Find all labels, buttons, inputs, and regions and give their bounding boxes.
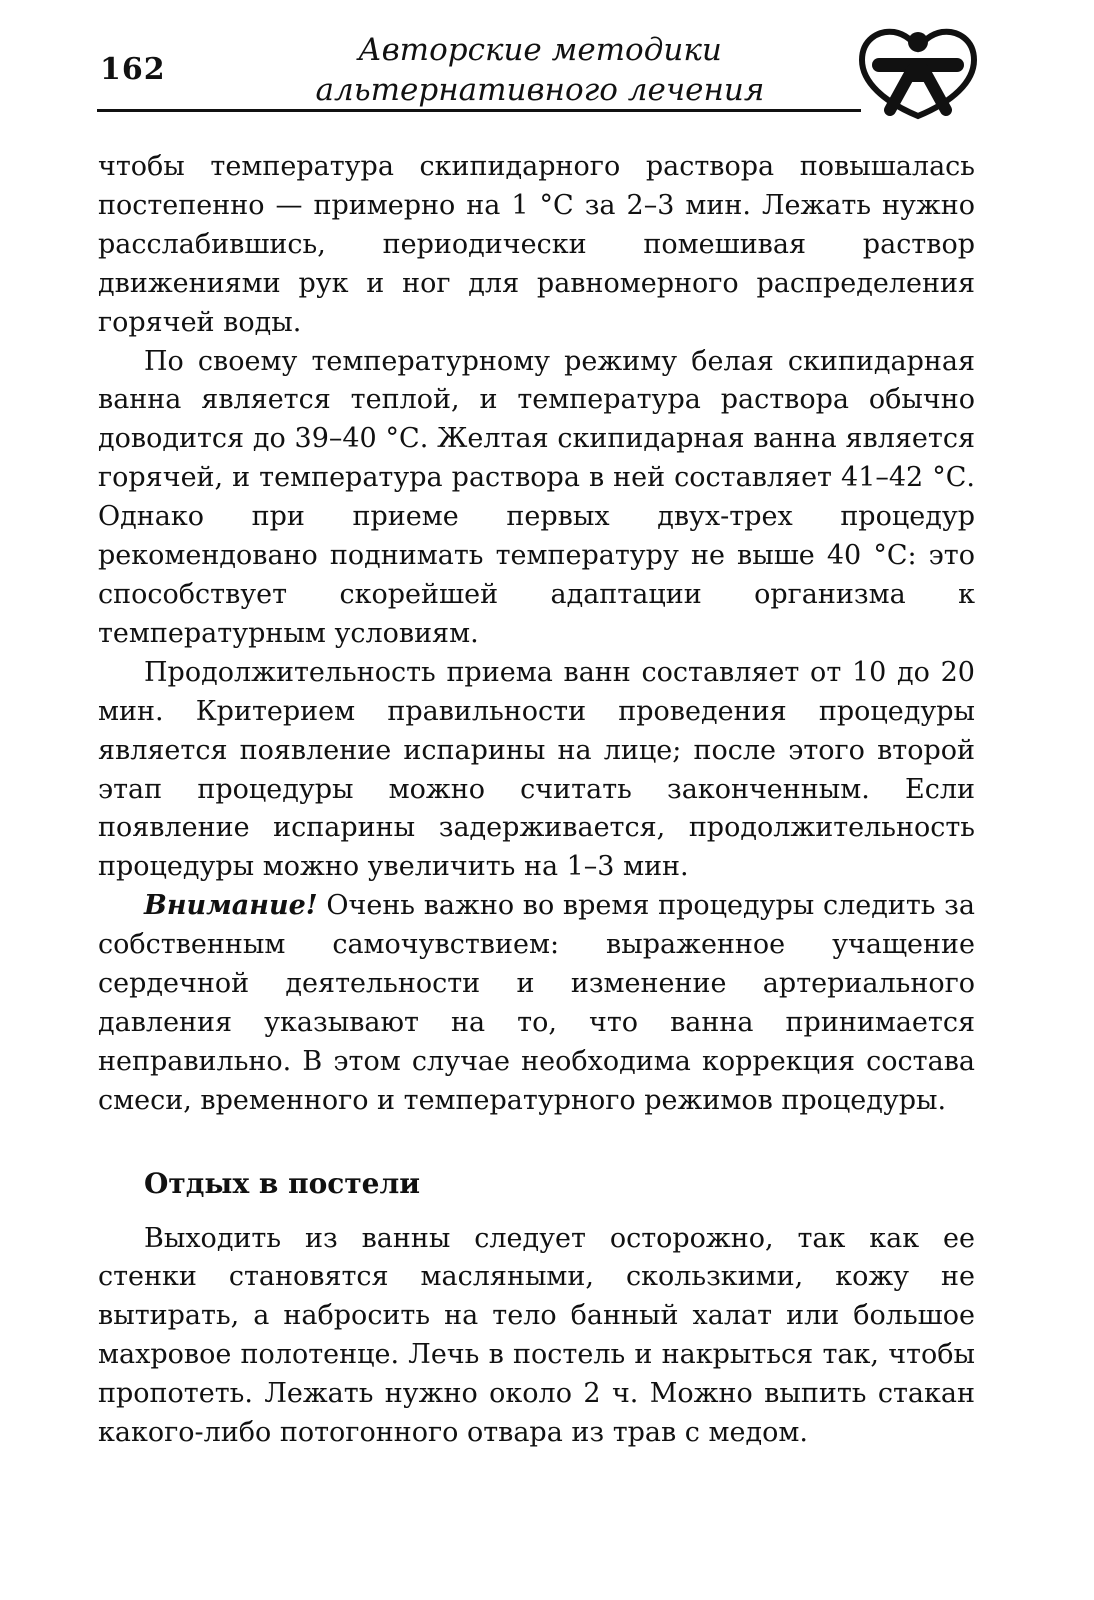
body-text — [98, 148, 975, 1453]
warning-lead: Внимание! — [144, 890, 318, 922]
section-heading: Отдых в постели — [144, 1166, 421, 1200]
running-title-line-1: Авторские методики — [358, 32, 722, 68]
running-title-line-2: альтернативного лечения — [315, 72, 765, 108]
paragraph-2: По своему температурному режиму белая скипидарная ванна является теплой, и температура раствора обычно доводится до 39–40 °С. Желтая скипидарная ванна является горячей, и температура раствора в ней составляет 41–42 °С. Однако при приеме первых двух-трех процедур рекомендовано поднимать температуру не выше 40 °С: это способствует скорейшей адаптации организма к температурным условиям. — [98, 345, 975, 649]
paragraph-4 — [98, 887, 975, 1120]
paragraph-5: Выходить из ванны следует осторожно, так как ее стенки становятся масляными, скользкими, кожу не вытирать, а набросить на тело банный халат или большое махровое полотенце. Лечь в постель и накрыться так, чтобы пропотеть. Лежать нужно около 2 ч. Можно выпить стакан какого-либо потогонного отвара из трав с медом. — [98, 1222, 975, 1449]
running-title — [300, 30, 780, 110]
paragraph-4-text: Очень важно во время процедуры следить за собственным самочувствием: выраженное учащение сердечной деятельности и изменение артериального давления указывают на то, что ванна принимается неправильно. В этом случае необходима коррекция состава смеси, временного и температурного режимов процедуры. — [98, 890, 975, 1116]
header-rule — [97, 109, 861, 112]
page-number: 162 — [100, 52, 166, 87]
paragraph-3: Продолжительность приема ванн составляет от 10 до 20 мин. Критерием правильности проведения процедуры является появление испарины на лице; после этого второй этап процедуры можно считать законченным. Если появление испарины задерживается, продолжительность процедуры можно увеличить на 1–3 мин. — [98, 656, 975, 883]
stylized-human-figure-logo-icon — [856, 24, 980, 120]
paragraph-1: чтобы температура скипидарного раствора повышалась постепенно — примерно на 1 °С за 2–3 мин. Лежать нужно расслабившись, периодически помешивая раствор движениями рук и ног для равномерного распределения горячей воды. — [98, 151, 975, 338]
